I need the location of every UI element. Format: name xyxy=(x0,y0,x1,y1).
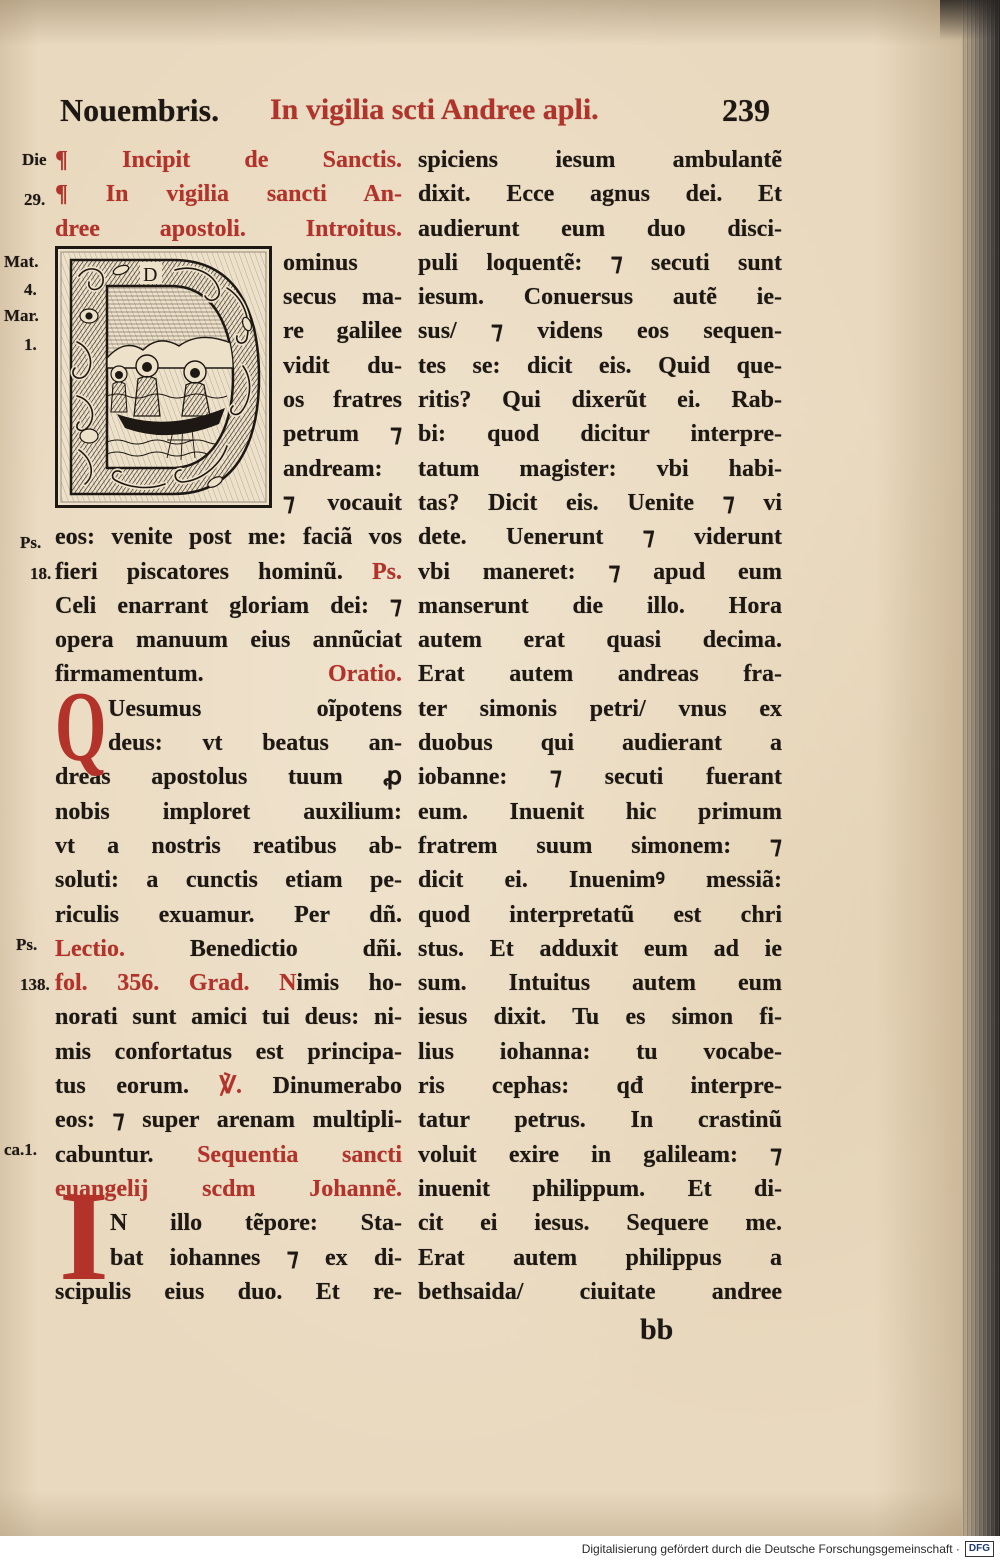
left-text-column xyxy=(55,143,402,1309)
rubric-text: Sequentia sancti xyxy=(197,1141,402,1168)
body-text: tus eorum. xyxy=(55,1073,220,1100)
body-text: re galilee xyxy=(283,318,402,345)
text-line xyxy=(418,1103,782,1137)
margin-note: ca.1. xyxy=(4,1140,38,1159)
body-text: firmamentum. xyxy=(55,661,329,688)
woodcut-side-lines xyxy=(283,246,402,520)
text-line xyxy=(55,177,402,211)
text-line xyxy=(55,829,402,863)
text-line xyxy=(283,280,402,314)
scene-figure xyxy=(134,355,160,416)
text-line xyxy=(283,452,402,486)
body-text: dete. Uenerunt ⁊ viderunt xyxy=(418,524,782,551)
text-line xyxy=(418,486,782,520)
body-text: bethsaida/ ciuitate andree xyxy=(418,1278,782,1305)
red-initial-q: Q xyxy=(55,670,107,782)
text-line xyxy=(418,589,782,623)
body-text: Dinumerabo xyxy=(242,1073,403,1100)
rubric-text: ¶ In vigilia sancti An- xyxy=(55,181,402,208)
signature-mark: bb xyxy=(640,1313,674,1346)
body-text: Celi enarrant gloriam dei: ⁊ xyxy=(55,592,402,619)
text-line xyxy=(418,760,782,794)
text-line xyxy=(418,177,782,211)
body-text: duobus qui audierant a xyxy=(418,730,782,757)
text-line xyxy=(418,383,782,417)
margin-note: 1. xyxy=(24,335,37,354)
body-text: bi: quod dicitur interpre- xyxy=(418,421,782,448)
text-line xyxy=(418,898,782,932)
text-line xyxy=(55,863,402,897)
body-text: dicit ei. Inuenimꝰ messiã: xyxy=(418,867,782,894)
body-text: riculis exuamur. Per dñ. xyxy=(55,901,402,928)
body-text: voluit exire in galileam: ⁊ xyxy=(418,1141,782,1168)
text-line xyxy=(418,417,782,451)
right-text-column xyxy=(418,143,782,1309)
red-initial-i: I xyxy=(59,1165,109,1308)
body-text: norati sunt amici tui deus: ni- xyxy=(55,1004,402,1031)
text-line xyxy=(283,314,402,348)
text-line xyxy=(418,520,782,554)
body-text: sus/ ⁊ videns eos sequen- xyxy=(418,318,782,345)
body-text: imis ho- xyxy=(296,970,402,997)
margin-note: 4. xyxy=(24,280,37,299)
text-line xyxy=(55,623,402,657)
body-text: tatur petrus. In crastinũ xyxy=(418,1107,782,1134)
text-line xyxy=(418,1241,782,1275)
text-line xyxy=(418,1206,782,1240)
body-text: ⁊ vocauit xyxy=(283,489,402,516)
body-text: lius iohanna: tu vocabe- xyxy=(418,1038,782,1065)
running-head-month: Nouembris. xyxy=(60,92,220,128)
text-line xyxy=(55,898,402,932)
body-text: deus: vt beatus an- xyxy=(108,730,402,757)
body-text: ter simonis petri/ vnus ex xyxy=(418,695,782,722)
text-line xyxy=(418,1138,782,1172)
text-line xyxy=(283,417,402,451)
body-text: tas? Dicit eis. Uenite ⁊ vi xyxy=(418,489,782,516)
foliage-leaf xyxy=(80,429,98,443)
body-text: cabuntur. xyxy=(55,1141,198,1168)
text-line xyxy=(418,657,782,691)
woodcut-initial-d xyxy=(55,246,272,508)
text-line xyxy=(283,246,402,280)
text-line xyxy=(110,1206,402,1240)
dfg-logo: DFG xyxy=(965,1541,994,1557)
margin-note: Ps. xyxy=(20,533,42,552)
body-text: Erat autem andreas fra- xyxy=(418,661,782,688)
woodcut-block xyxy=(55,246,402,520)
body-text: N illo tẽpore: Sta- xyxy=(110,1210,402,1237)
margin-note: 29. xyxy=(24,190,46,209)
text-line xyxy=(55,589,402,623)
text-line xyxy=(418,212,782,246)
text-line xyxy=(108,726,402,760)
body-text: soluti: a cunctis etiam pe- xyxy=(55,867,402,894)
text-line xyxy=(418,555,782,589)
text-line xyxy=(110,1241,402,1275)
text-line xyxy=(418,623,782,657)
body-text: petrum ⁊ xyxy=(283,421,402,448)
text-line xyxy=(55,555,402,589)
woodcut-guide-letter xyxy=(140,262,162,286)
body-text: opera manuum eius annũciat xyxy=(55,627,402,654)
text-line xyxy=(418,280,782,314)
body-text: iesum. Conuersus autẽ ie- xyxy=(418,284,782,311)
page-edge-stack xyxy=(962,0,1000,1536)
middle-lines xyxy=(55,760,402,1206)
rubric-text: Ps. xyxy=(372,558,402,585)
body-text: scipulis eius duo. Et re- xyxy=(55,1278,402,1305)
text-line xyxy=(418,1035,782,1069)
heading-lines xyxy=(55,143,402,246)
body-text: eum. Inuenit hic primum xyxy=(418,798,782,825)
text-line xyxy=(418,452,782,486)
margin-note: 138. xyxy=(20,975,50,994)
digitization-footer xyxy=(0,1536,1000,1562)
text-line xyxy=(283,349,402,383)
text-line xyxy=(418,829,782,863)
text-line xyxy=(418,795,782,829)
body-text: os fratres xyxy=(283,387,402,414)
body-text: fratrem suum simonem: ⁊ xyxy=(418,832,782,859)
body-text: secus ma- xyxy=(283,284,402,311)
margin-note: 18. xyxy=(30,564,52,583)
text-line xyxy=(418,1275,782,1309)
body-text: Erat autem philippus a xyxy=(418,1244,782,1271)
body-text: eos: ⁊ super arenam multipli- xyxy=(55,1107,402,1134)
body-text: audierunt eum duo disci- xyxy=(418,215,782,242)
scene-figure xyxy=(111,366,127,412)
page-number: 239 xyxy=(722,92,770,128)
text-line xyxy=(418,726,782,760)
text-line xyxy=(418,1069,782,1103)
text-line xyxy=(55,795,402,829)
body-text: vt a nostris reatibus ab- xyxy=(55,832,402,859)
text-line xyxy=(55,657,402,691)
body-text: iesus dixit. Tu es simon fi- xyxy=(418,1004,782,1031)
text-line xyxy=(55,143,402,177)
body-text: Benedictio dñi. xyxy=(124,935,402,962)
rubric-text: Lectio. xyxy=(55,935,125,962)
body-text: cit ei iesus. Sequere me. xyxy=(418,1210,782,1237)
body-text: nobis imploret auxilium: xyxy=(55,798,402,825)
text-line xyxy=(55,1035,402,1069)
body-text: iobanne: ⁊ secuti fuerant xyxy=(418,764,782,791)
body-text: ris cephas: qđ interpre- xyxy=(418,1073,782,1100)
body-text: fieri piscatores hominũ. xyxy=(55,558,372,585)
body-text: vidit du- xyxy=(283,352,402,379)
body-text: andream: xyxy=(283,455,383,482)
text-line xyxy=(418,1000,782,1034)
text-line xyxy=(55,520,402,554)
body-text: quod interpretatũ est chri xyxy=(418,901,782,928)
rubric-text: ℣. xyxy=(219,1073,243,1100)
text-line xyxy=(108,692,402,726)
body-text: puli loquentẽ: ⁊ secuti sunt xyxy=(418,249,782,276)
text-line xyxy=(418,1172,782,1206)
body-text: eos: venite post me: faciã vos xyxy=(55,524,402,551)
margin-note: Mar. xyxy=(4,306,39,325)
rubric-text: fol. 356. Grad. N xyxy=(55,970,297,997)
introit-lines xyxy=(55,520,402,691)
text-line xyxy=(55,1103,402,1137)
body-text: tatum magister: vbi habi- xyxy=(418,455,782,482)
running-head-title: In vigilia scti Andree apli. xyxy=(270,93,599,126)
body-text: mis confortatus est principa- xyxy=(55,1038,402,1065)
body-text: manserunt die illo. Hora xyxy=(418,592,782,619)
body-text: spiciens iesum ambulantẽ xyxy=(418,147,782,173)
body-text: sum. Intuitus autem eum xyxy=(418,970,782,997)
body-text: bat iohannes ⁊ ex di- xyxy=(110,1244,402,1271)
margin-note: Ps. xyxy=(16,935,38,954)
body-text: Uesumus oĩpotens xyxy=(108,695,402,722)
text-line xyxy=(55,1000,402,1034)
text-line xyxy=(418,246,782,280)
text-line xyxy=(55,932,402,966)
rubric-text: Oratio. xyxy=(328,661,402,688)
margin-note: Mat. xyxy=(4,252,39,271)
text-line xyxy=(418,692,782,726)
body-text: autem erat quasi decima. xyxy=(418,627,782,654)
text-line xyxy=(418,143,782,177)
body-text: dreas apostolus tuum ꝓ xyxy=(55,764,402,791)
text-line xyxy=(418,966,782,1000)
rubric-text: ¶ Incipit de Sanctis. xyxy=(55,147,402,173)
body-text: stus. Et adduxit eum ad ie xyxy=(418,935,782,962)
body-text: vbi maneret: ⁊ apud eum xyxy=(418,558,782,585)
text-line xyxy=(55,966,402,1000)
rubric-text: dree apostoli. Introitus. xyxy=(55,215,402,242)
body-text: ominus xyxy=(283,249,358,276)
guide-letter: D xyxy=(143,263,158,286)
medallion-face xyxy=(86,313,92,319)
text-line xyxy=(418,863,782,897)
page-edge-shadow xyxy=(940,0,1000,40)
body-text: inuenit philippum. Et di- xyxy=(418,1175,782,1202)
text-line xyxy=(283,383,402,417)
text-line xyxy=(418,932,782,966)
footer-credit-text: Digitalisierung gefördert durch die Deutsche Forschungsgemeinschaft · xyxy=(581,1542,960,1556)
text-line xyxy=(418,349,782,383)
text-line xyxy=(55,1069,402,1103)
body-text: dixit. Ecce agnus dei. Et xyxy=(418,181,782,208)
text-line xyxy=(418,314,782,348)
margin-note: Die xyxy=(22,150,47,169)
body-text: ritis? Qui dixerũt ei. Rab- xyxy=(418,387,782,414)
rubric-text: euangelij scdm Johannẽ. xyxy=(55,1175,402,1202)
text-line xyxy=(55,760,402,794)
body-text: tes se: dicit eis. Quid que- xyxy=(418,352,782,379)
text-line xyxy=(283,486,402,520)
text-line xyxy=(55,212,402,246)
